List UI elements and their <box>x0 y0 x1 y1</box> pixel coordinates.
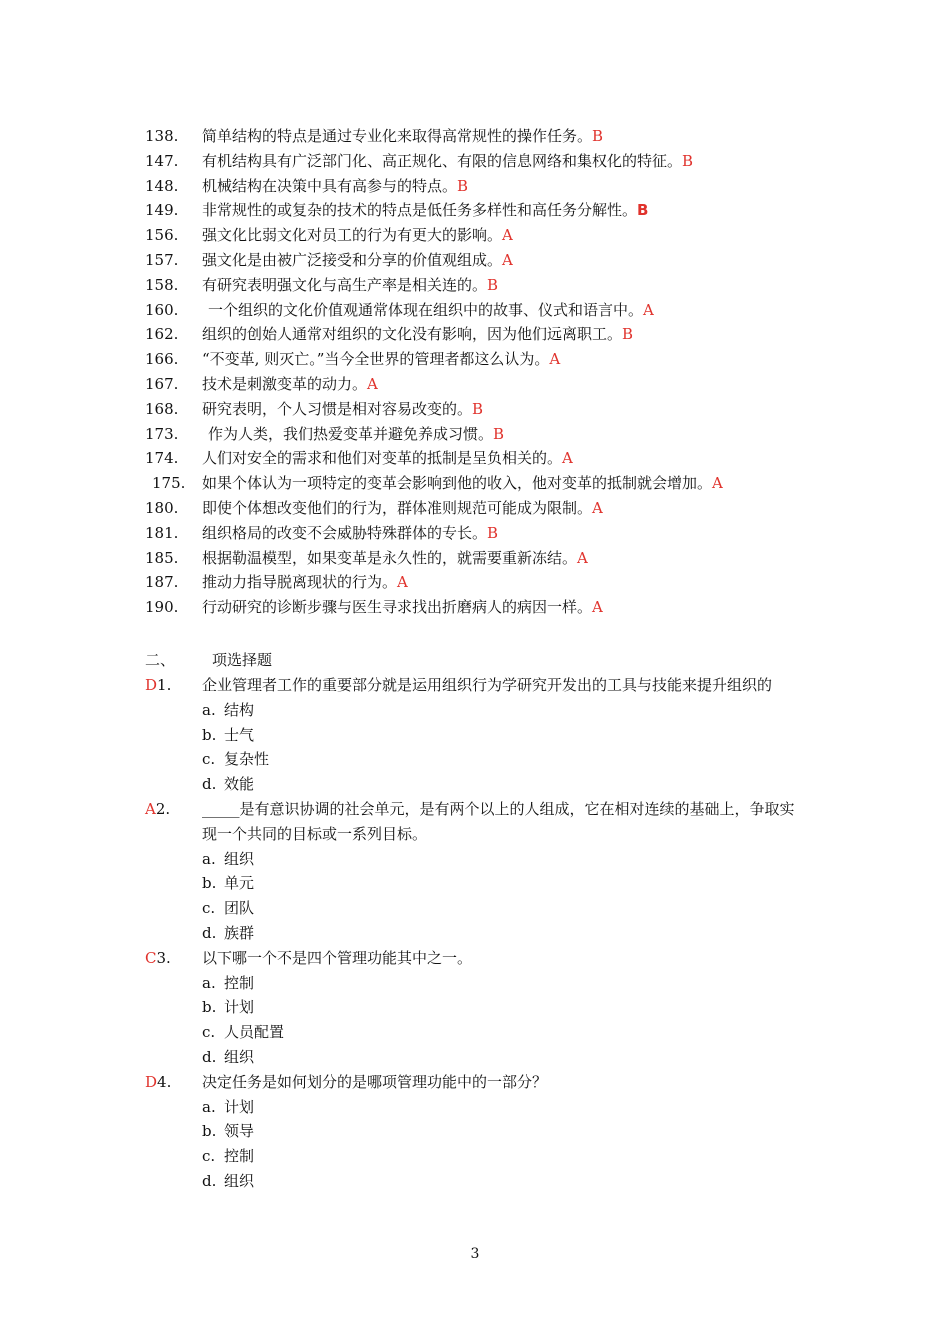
answer-mark: B <box>457 176 469 195</box>
mc-question-head <box>0 673 950 698</box>
option-text: 组织 <box>224 1047 255 1066</box>
page-number: 3 <box>470 1246 480 1262</box>
answer-option <box>202 971 950 996</box>
option-letter: d. <box>202 775 217 794</box>
tf-item <box>0 273 950 298</box>
question-text <box>202 521 498 546</box>
mc-question <box>0 946 950 1070</box>
option-letter: a. <box>202 1097 216 1116</box>
option-letter: c. <box>202 750 216 769</box>
question-text <box>202 322 633 347</box>
mc-question <box>0 673 950 797</box>
option-text: 单元 <box>224 874 255 893</box>
question-statement: 组织的创始人通常对组织的文化没有影响，因为他们远离职工。 <box>202 325 623 344</box>
question-statement: 推动力指导脱离现状的行为。 <box>202 573 398 592</box>
tf-item <box>0 223 950 248</box>
question-statement: 有研究表明强文化与高生产率是相关连的。 <box>202 275 488 294</box>
question-number: 180. <box>145 498 179 517</box>
answer-option <box>202 896 950 921</box>
mc-question-head <box>0 797 950 847</box>
question-number: 175. <box>152 474 186 493</box>
answer-mark: B <box>487 523 499 542</box>
tf-item <box>0 298 950 323</box>
answer-option <box>202 698 950 723</box>
answer-option <box>202 1144 950 1169</box>
answer-mark: A <box>502 226 513 245</box>
option-letter: d. <box>202 1171 217 1190</box>
answer-option <box>202 723 950 748</box>
option-letter: d. <box>202 1047 217 1066</box>
question-text <box>202 223 513 248</box>
multiple-choice-list <box>0 673 950 1194</box>
answer-option <box>202 1169 950 1194</box>
question-number: 148. <box>145 176 179 195</box>
tf-item <box>0 248 950 273</box>
tf-item <box>0 149 950 174</box>
question-text <box>202 595 603 620</box>
answer-mark: A <box>367 374 378 393</box>
option-letter: c. <box>202 1147 216 1166</box>
mc-question-head <box>0 1070 950 1095</box>
question-statement: 非常规性的或复杂的技术的特点是低任务多样性和高任务分解性。 <box>202 201 638 220</box>
answer-mark: A <box>592 498 603 517</box>
answer-option <box>202 747 950 772</box>
question-text <box>208 422 504 447</box>
answer-mark: D <box>145 1072 158 1091</box>
question-statement: 强文化是由被广泛接受和分享的价值观组成。 <box>202 250 503 269</box>
answer-mark: A <box>502 250 513 269</box>
question-text <box>202 372 378 397</box>
question-statement: 行动研究的诊断步骤与医生寻求找出折磨病人的病因一样。 <box>202 598 593 617</box>
option-text: 人员配置 <box>224 1023 285 1042</box>
answer-mark: A <box>549 350 561 369</box>
question-text <box>202 347 560 372</box>
option-text: 计划 <box>224 998 255 1017</box>
question-text <box>208 298 654 323</box>
answer-mark: D <box>145 676 158 694</box>
question-number: 173. <box>145 424 179 443</box>
question-number: 1. <box>157 676 172 694</box>
tf-item <box>0 372 950 397</box>
tf-item <box>0 496 950 521</box>
answer-mark: A <box>592 598 603 617</box>
tf-item <box>0 471 950 496</box>
question-text: 企业管理者工作的重要部分就是运用组织行为学研究开发出的工具与技能来提升组织的 <box>202 676 773 694</box>
question-text <box>202 273 498 298</box>
answer-mark: A <box>145 799 156 818</box>
option-letter: b. <box>202 874 217 893</box>
answer-option <box>202 921 950 946</box>
question-number: 149. <box>145 201 179 220</box>
answer-option <box>202 847 950 872</box>
mc-question-label <box>145 946 171 971</box>
answer-mark: A <box>577 548 588 567</box>
section-heading <box>0 648 950 673</box>
question-number: 2. <box>155 799 171 818</box>
option-letter: a. <box>202 849 216 868</box>
option-letter: b. <box>202 998 217 1017</box>
answer-mark: B <box>487 275 499 294</box>
question-number: 166. <box>145 350 179 369</box>
option-text: 计划 <box>224 1097 255 1116</box>
option-letter: c. <box>202 899 216 918</box>
question-statement: 人们对安全的需求和他们对变革的抵制是呈负相关的。 <box>202 449 563 468</box>
answer-mark: B <box>682 151 694 170</box>
mc-question <box>0 797 950 946</box>
answer-option <box>202 871 950 896</box>
answer-mark: A <box>562 449 573 468</box>
question-statement: 强文化比弱文化对员工的行为有更大的影响。 <box>202 226 503 245</box>
question-text <box>202 248 513 273</box>
answer-mark: A <box>643 300 654 319</box>
question-statement: 作为人类，我们热爱变革并避免养成习惯。 <box>208 424 494 443</box>
answer-option <box>202 1119 950 1144</box>
question-number: 160. <box>145 300 179 319</box>
question-number: 167. <box>145 374 179 393</box>
option-letter: a. <box>202 700 216 719</box>
tf-item <box>0 347 950 372</box>
answer-option <box>202 995 950 1020</box>
answer-mark: B <box>637 201 649 220</box>
option-text: 族群 <box>224 923 255 942</box>
option-text: 结构 <box>224 700 255 719</box>
answer-option <box>202 1095 950 1120</box>
question-text <box>202 570 408 595</box>
option-text: 团队 <box>224 899 255 918</box>
question-number: 157. <box>145 250 179 269</box>
question-number: 185. <box>145 548 179 567</box>
section-number: 二、 <box>145 651 176 669</box>
question-text <box>202 496 603 521</box>
question-text <box>202 546 588 571</box>
question-number: 162. <box>145 325 179 344</box>
option-text: 控制 <box>224 973 255 992</box>
question-number: 3. <box>156 948 171 967</box>
question-statement: 一个组织的文化价值观通常体现在组织中的故事、仪式和语言中。 <box>208 300 644 319</box>
question-text <box>202 198 648 223</box>
answer-option <box>202 1045 950 1070</box>
option-text: 组织 <box>224 849 255 868</box>
answer-mark: B <box>493 424 505 443</box>
mc-question-head <box>0 946 950 971</box>
option-letter: d. <box>202 923 217 942</box>
question-number: 187. <box>145 573 179 592</box>
question-text <box>202 174 468 199</box>
question-number: 174. <box>145 449 179 468</box>
option-text: 复杂性 <box>224 750 270 769</box>
tf-item <box>0 322 950 347</box>
mc-question-label <box>145 673 171 698</box>
question-number: 138. <box>145 127 179 145</box>
question-statement: “不变革, 则灭亡。”当今全世界的管理者都这么认为。 <box>202 350 550 369</box>
option-letter: b. <box>202 725 217 744</box>
option-letter: b. <box>202 1122 217 1141</box>
question-number: 156. <box>145 226 179 245</box>
section-title: 项选择题 <box>212 651 273 669</box>
answer-option <box>202 772 950 797</box>
question-text <box>202 149 693 174</box>
tf-item <box>0 595 950 620</box>
answer-option <box>202 1020 950 1045</box>
question-text <box>202 397 483 422</box>
question-text <box>202 471 723 496</box>
question-statement: 如果个体认为一项特定的变革会影响到他的收入，他对变革的抵制就会增加。 <box>202 474 713 493</box>
option-letter: c. <box>202 1023 216 1042</box>
tf-item <box>0 198 950 223</box>
answer-mark: C <box>145 948 157 967</box>
question-statement: 根据勒温模型，如果变革是永久性的，就需要重新冻结。 <box>202 548 578 567</box>
question-text: _____是有意识协调的社会单元，是有两个以上的人组成，它在相对连续的基础上，争取实现一个共同的目标或一系列目标。 <box>202 799 795 843</box>
true-false-list <box>0 124 950 620</box>
tf-item <box>0 174 950 199</box>
question-number: 158. <box>145 275 179 294</box>
tf-item <box>0 397 950 422</box>
tf-item <box>0 521 950 546</box>
option-text: 领导 <box>224 1122 255 1141</box>
option-text: 控制 <box>224 1147 255 1166</box>
mc-question <box>0 1070 950 1194</box>
question-text: 决定任务是如何划分的是哪项管理功能中的一部分？ <box>202 1072 548 1091</box>
answer-mark: B <box>472 399 484 418</box>
question-statement: 有机结构具有广泛部门化、高正规化、有限的信息网络和集权化的特征。 <box>202 151 683 170</box>
question-text <box>202 446 573 471</box>
question-text: 以下哪一个不是四个管理功能其中之一。 <box>202 948 473 967</box>
answer-mark: B <box>592 127 604 145</box>
answer-mark: B <box>622 325 634 344</box>
question-number: 4. <box>157 1072 172 1091</box>
tf-item <box>0 546 950 571</box>
question-number: 168. <box>145 399 179 418</box>
question-number: 147. <box>145 151 179 170</box>
question-statement: 研究表明，个人习惯是相对容易改变的。 <box>202 399 473 418</box>
option-text: 效能 <box>224 775 255 794</box>
answer-mark: A <box>397 573 408 592</box>
question-statement: 即使个体想改变他们的行为，群体准则规范可能成为限制。 <box>202 498 593 517</box>
mc-question-label <box>145 797 170 822</box>
option-letter: a. <box>202 973 216 992</box>
tf-item <box>0 422 950 447</box>
answer-mark: A <box>712 474 723 493</box>
question-text <box>202 124 603 149</box>
tf-item <box>0 124 950 149</box>
tf-item <box>0 446 950 471</box>
mc-question-label <box>145 1070 171 1095</box>
option-text: 士气 <box>224 725 255 744</box>
tf-item <box>0 570 950 595</box>
option-text: 组织 <box>224 1171 255 1190</box>
question-number: 181. <box>145 523 179 542</box>
question-statement: 组织格局的改变不会威胁特殊群体的专长。 <box>202 523 488 542</box>
question-statement: 机械结构在决策中具有高参与的特点。 <box>202 176 458 195</box>
question-number: 190. <box>145 598 179 617</box>
question-statement: 简单结构的特点是通过专业化来取得高常规性的操作任务。 <box>202 127 593 145</box>
question-statement: 技术是刺激变革的动力。 <box>202 374 368 393</box>
